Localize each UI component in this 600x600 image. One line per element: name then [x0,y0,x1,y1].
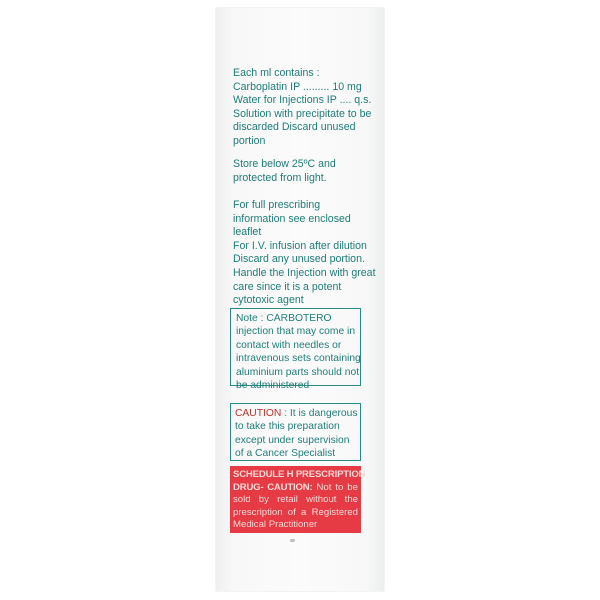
note-line: Note : CARBOTERO [236,313,332,324]
medicine-carton-side-panel [216,8,384,591]
note-line: intravenous sets containing [236,353,361,365]
caution-line: of a Cancer Specialist [235,448,336,460]
prescribing-line: leaflet [233,226,262,239]
drug-caution-rest: Not to be [312,481,358,493]
caution-first-line [235,407,357,420]
prescribing-line: Discard any unused portion. [233,253,365,266]
schedule-text [233,469,366,532]
prescribing-line: For I.V. infusion after dilution [233,239,367,252]
schedule-line: prescription of a Registered [233,506,358,518]
composition-line: Each ml contains : [233,67,320,79]
composition-line: Water for Injections IP .... q.s. [233,94,372,107]
prescribing-line: care since it is a potent [233,280,342,293]
composition-line: discarded Discard unused [233,121,356,134]
composition-line: portion [233,134,266,147]
caution-line: to take this preparation [235,421,340,433]
prescribing-info-text [233,199,376,308]
schedule-h-warning-box [230,466,366,533]
note-line: contact with needles or [236,339,342,351]
storage-line: Store below 25ºC and [233,158,336,170]
schedule-line: sold by retail without the [233,494,358,506]
caution-first-rest: : It is dangerous [281,408,358,419]
note-text [236,312,361,392]
note-box [230,308,361,392]
note-line: injection that may come in [236,326,356,338]
note-line: aluminium parts should not [236,366,360,378]
drug-caution-label: DRUG- CAUTION: [233,481,313,493]
caution-text [235,407,357,461]
prescribing-line: For full prescribing [233,199,321,211]
prescribing-line: Handle the Injection with great [233,266,376,279]
prescribing-line: information see enclosed [233,212,351,225]
composition-line: Carboplatin IP ......... 10 mg [233,80,362,93]
caution-label: CAUTION [235,408,282,419]
prescribing-line: cytotoxic agent [233,294,304,307]
schedule-line: Medical Practitioner [233,519,318,531]
caution-box [230,403,361,461]
surface-speck [290,539,295,542]
composition-line: Solution with precipitate to be [233,107,372,120]
schedule-title: SCHEDULE H PRESCRIPTION [233,469,366,480]
note-line: be administered [236,380,310,392]
storage-line: protected from light. [233,171,327,184]
composition-text [233,67,371,149]
schedule-drug-line [233,482,358,495]
caution-line: except under supervision [235,434,350,446]
storage-text [233,158,336,185]
